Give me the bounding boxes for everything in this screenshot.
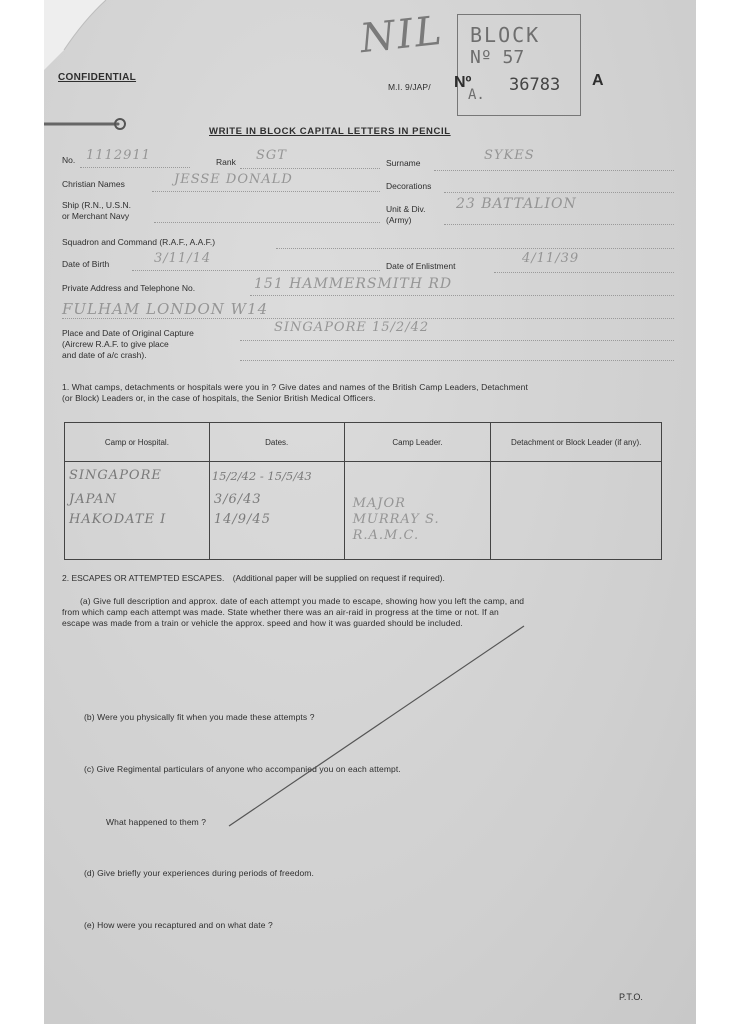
squadron-label: Squadron and Command (R.A.F., A.A.F.) [62,237,216,247]
dates-entry-2: 3/6/43 [213,492,262,507]
section2-title: 2. ESCAPES OR ATTEMPTED ESCAPES. [62,573,225,583]
serial-number: 36783 [509,75,561,95]
ship-label-2: or Merchant Navy [62,211,130,221]
dob-value: 3/11/14 [154,251,212,266]
block-stamp-line3: A. [468,87,485,103]
leader-entry-3: R.A.M.C. [352,528,420,543]
question-a-line1: (a) Give full description and approx. date of each attempt you made to escape, showing how you left the camp, and [80,596,525,606]
question-b: (b) Were you physically fit when you made these attempts ? [84,712,315,722]
leader-entry-1: MAJOR [352,496,406,511]
block-stamp-line2: Nº 57 [470,47,525,68]
capture-label-3: and date of a/c crash). [62,350,147,360]
christian-names-value: JESSE DONALD [174,172,293,187]
form-code: M.I. 9/JAP/ [388,82,431,92]
ship-label-1: Ship (R.N., U.S.N. [62,200,131,210]
column-header-camp: Camp or Hospital. [65,423,210,462]
handwritten-nil: NIL [357,7,446,63]
unit-label-1: Unit & Div. [386,204,426,214]
question-c-follow: What happened to them ? [106,817,207,827]
section1-question-line2: (or Block) Leaders or, in the case of hospitals, the Senior British Medical Officers. [62,393,376,403]
section2-note: (Additional paper will be supplied on request if required). [232,573,445,583]
surname-label: Surname [386,158,421,168]
dates-entry-3: 14/9/45 [213,512,271,527]
no-value: 1112911 [86,148,151,163]
question-d: (d) Give briefly your experiences during periods of freedom. [84,868,314,878]
capture-label-2: (Aircrew R.A.F. to give place [62,339,169,349]
column-header-dates: Dates. [209,423,344,462]
question-e: (e) How were you recaptured and on what date ? [84,920,273,930]
rank-value: SGT [256,148,287,163]
decorations-label: Decorations [386,181,432,191]
address-value-2: FULHAM LONDON W14 [62,300,269,318]
camp-entry-1: SINGAPORE [69,468,162,483]
unit-value: 23 BATTALION [456,196,577,212]
enlistment-label: Date of Enlistment [386,261,456,271]
enlistment-value: 4/11/39 [522,251,580,266]
form-page [44,0,696,1024]
unit-label-2: (Army) [386,215,412,225]
rank-label: Rank [216,157,236,167]
serial-suffix: A [592,72,604,89]
capture-value: SINGAPORE 15/2/42 [274,320,430,335]
no-label: No. [62,155,76,165]
block-stamp-line1: BLOCK [470,23,541,47]
capture-label-1: Place and Date of Original Capture [62,328,194,338]
classification-label: CONFIDENTIAL [58,72,137,83]
question-a-line2: from which camp each attempt was made. State whether there was an air-raid in progress at the time or not. If an [62,607,499,617]
address-label: Private Address and Telephone No. [62,283,196,293]
surname-value: SYKES [484,148,535,163]
question-c: (c) Give Regimental particulars of anyone who accompanied you on each attempt. [84,764,401,774]
column-header-leader: Camp Leader. [344,423,491,462]
question-a-line3: escape was made from a train or vehicle the approx. speed and how it was guarded should be included. [62,618,463,628]
pto-label: P.T.O. [619,992,643,1002]
dates-entry-1: 15/2/42 - 15/5/43 [211,469,312,483]
column-header-detachment: Detachment or Block Leader (if any). [491,423,662,462]
instruction-heading: WRITE IN BLOCK CAPITAL LETTERS IN PENCIL [209,126,451,137]
section1-question-line1: 1. What camps, detachments or hospitals were you in ? Give dates and names of the British Camp Leaders, Detachment [62,382,528,392]
camp-entry-3: HAKODATE I [69,512,167,527]
leader-entry-2: MURRAY S. [352,512,440,527]
dob-label: Date of Birth [62,259,110,269]
number-label: Nº [454,74,472,91]
pencil-strike-line [44,0,696,1024]
address-value-1: 151 HAMMERSMITH RD [254,276,453,292]
camp-entry-2: JAPAN [69,492,117,507]
christian-names-label: Christian Names [62,179,125,189]
